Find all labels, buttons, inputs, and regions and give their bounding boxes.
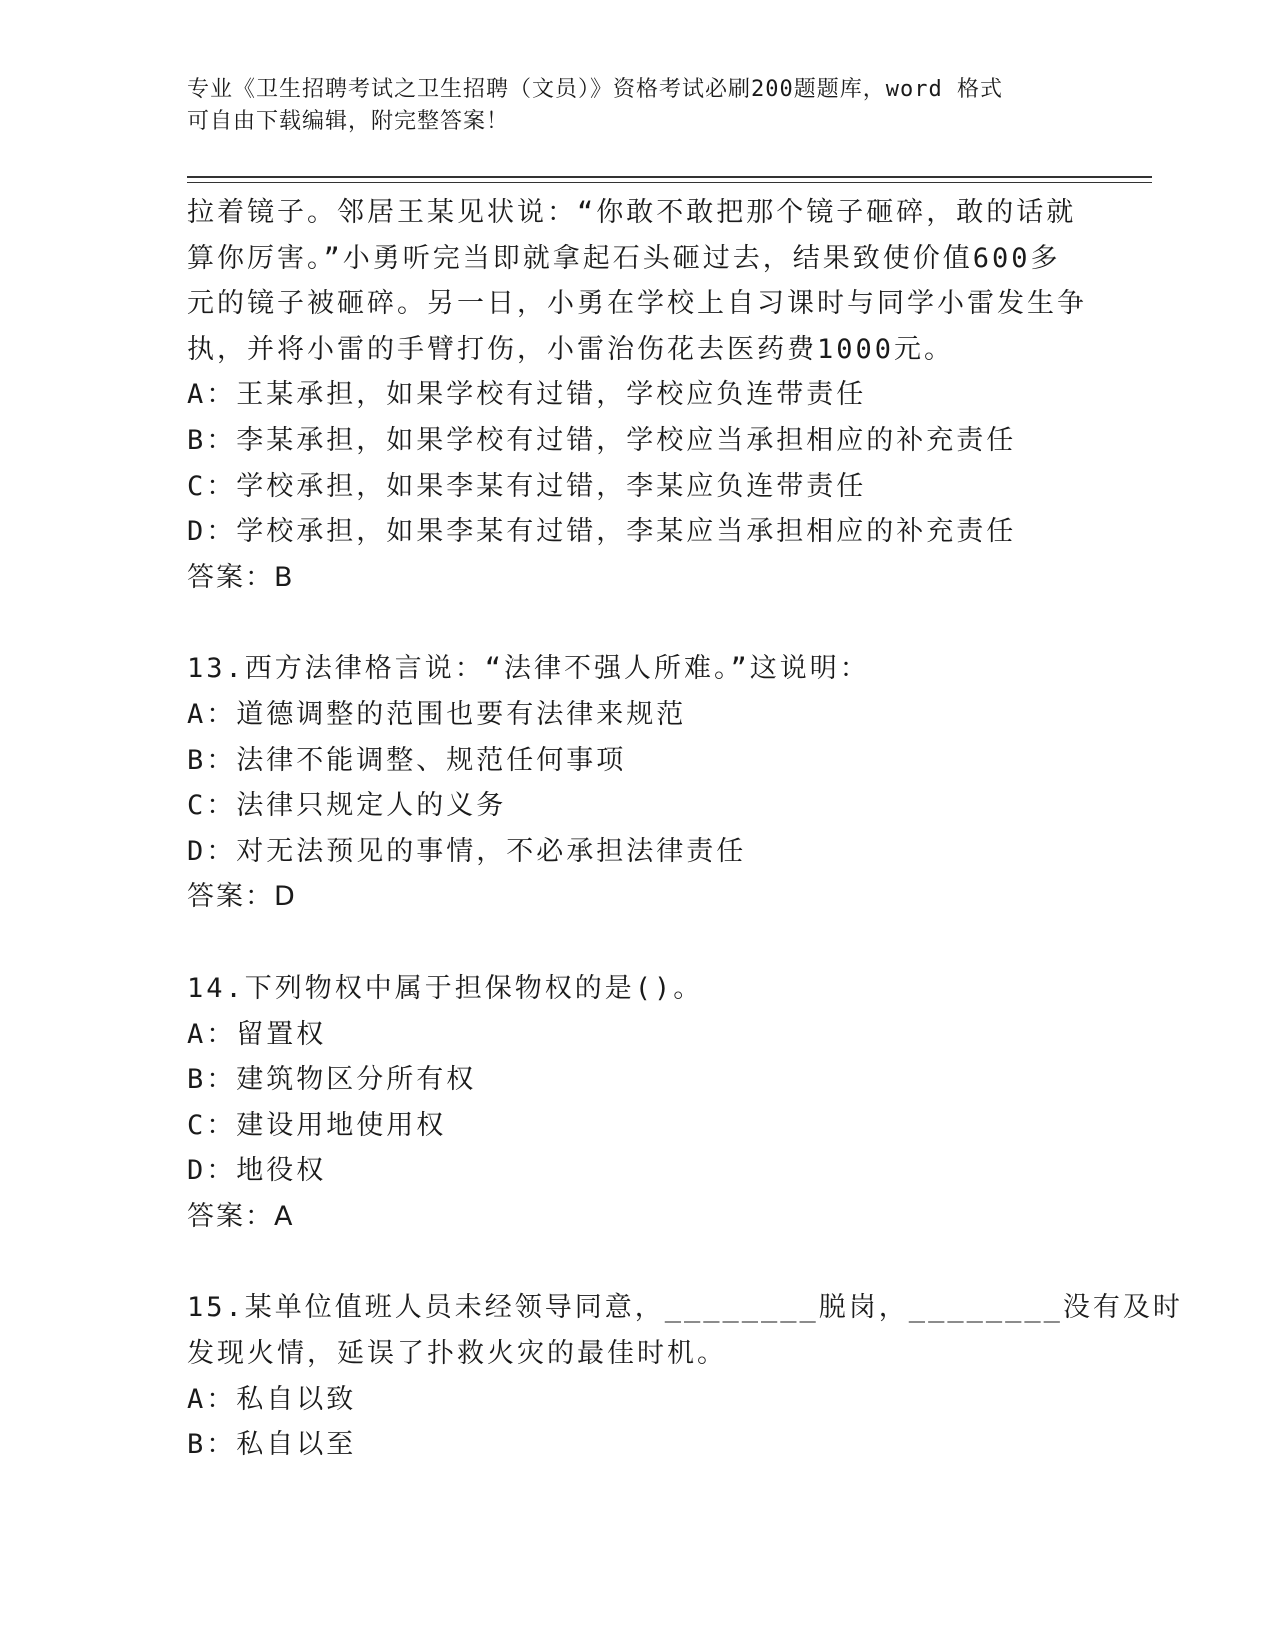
question-12-option-c: C：学校承担，如果李某有过错，李某应负连带责任: [187, 470, 867, 502]
question-14-option-c: C：建设用地使用权: [187, 1109, 447, 1141]
question-15-stem-line-2: 发现火情，延误了扑救火灾的最佳时机。: [187, 1338, 727, 1370]
question-14-option-a: A：留置权: [187, 1018, 327, 1050]
document-body: [187, 190, 1183, 1468]
question-13: [187, 646, 1087, 920]
header-title-line-1: 专业《卫生招聘考试之卫生招聘（文员）》资格考试必刷200题题库，word 格式: [187, 77, 1003, 102]
question-12-stem-line-1: 拉着镜子。邻居王某见状说：“你敢不敢把那个镜子砸碎，敢的话就: [187, 197, 1077, 228]
question-12-stem-line-3: 元的镜子被砸碎。另一日，小勇在学校上自习课时与同学小雷发生争: [187, 288, 1087, 320]
header-title-line-2: 可自由下载编辑，附完整答案！: [187, 109, 510, 134]
question-15-option-b: B：私自以至: [187, 1429, 357, 1461]
spacer: [187, 1239, 1087, 1285]
question-15: [187, 1285, 1183, 1467]
question-13-option-a: A：道德调整的范围也要有法律来规范: [187, 698, 687, 730]
spacer: [187, 600, 1087, 646]
question-13-option-d: D：对无法预见的事情，不必承担法律责任: [187, 835, 747, 867]
question-14: [187, 966, 1087, 1240]
question-15-option-a: A：私自以致: [187, 1383, 357, 1415]
question-13-option-b: B：法律不能调整、规范任何事项: [187, 744, 627, 776]
question-14-stem: 14.下列物权中属于担保物权的是()。: [187, 972, 704, 1004]
spacer: [187, 920, 1087, 966]
question-14-option-b: B：建筑物区分所有权: [187, 1064, 477, 1096]
question-12-option-b: B：李某承担，如果学校有过错，学校应当承担相应的补充责任: [187, 424, 1017, 456]
header-divider: [187, 176, 1152, 183]
question-12-answer: 答案：B: [187, 561, 295, 593]
question-14-answer: 答案：A: [187, 1200, 295, 1232]
question-12-option-d: D：学校承担，如果李某有过错，李某应当承担相应的补充责任: [187, 516, 1017, 548]
question-12-stem-line-4: 执，并将小雷的手臂打伤，小雷治伤花去医药费1000元。: [187, 333, 955, 365]
question-15-stem-line-1: 15.某单位值班人员未经领导同意，________脱岗，________没有及时: [187, 1292, 1183, 1324]
question-12-stem-line-2: 算你厉害。”小勇听完当即就拿起石头砸过去，结果致使价值600多: [187, 242, 1061, 274]
question-13-option-c: C：法律只规定人的义务: [187, 790, 507, 822]
question-12-option-a: A：王某承担，如果学校有过错，学校应负连带责任: [187, 379, 867, 411]
question-13-answer: 答案：D: [187, 881, 297, 913]
question-12: [187, 190, 1087, 600]
document-header: [187, 74, 1087, 138]
question-13-stem: 13.西方法律格言说：“法律不强人所难。”这说明：: [187, 653, 870, 685]
question-14-option-d: D：地役权: [187, 1155, 327, 1187]
